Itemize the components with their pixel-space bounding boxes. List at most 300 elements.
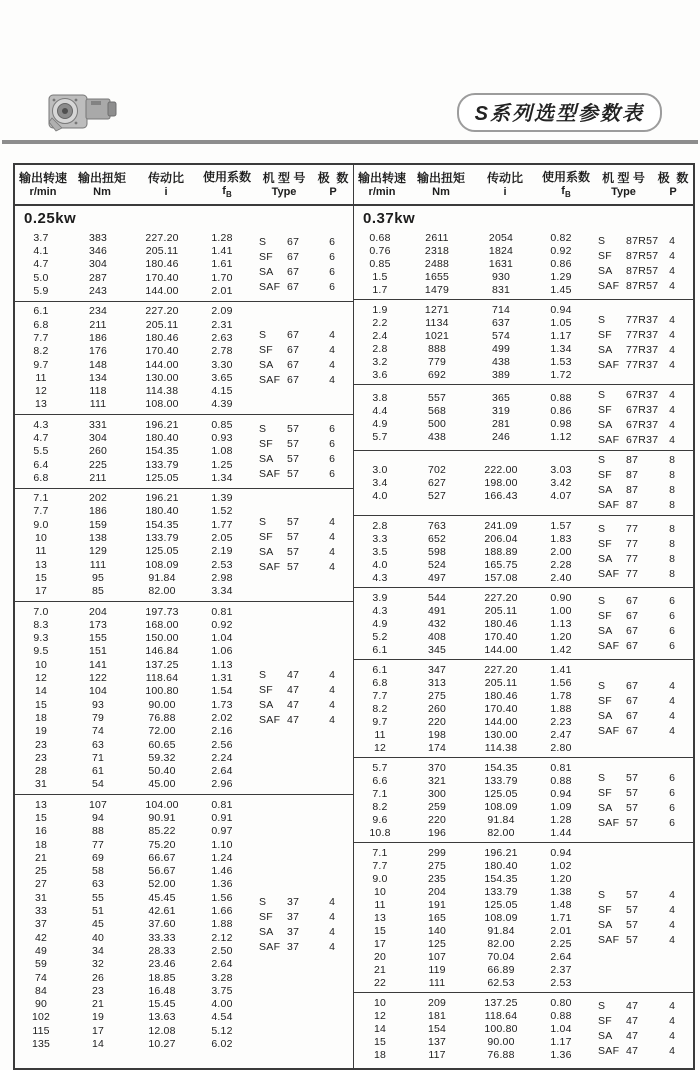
service-factor-cell: 1.88 [550,702,572,715]
model-row [598,1029,693,1043]
model-row [598,522,693,536]
model-number: 57 [626,816,639,829]
table-row [354,715,588,728]
model-row [598,418,693,432]
table-row [15,398,249,411]
ratio-cell: 499 [491,342,511,355]
ratio-cell: 91.84 [487,924,515,937]
speed-cell: 8.2 [372,800,388,813]
speed-cell: 23 [34,738,48,751]
model-number: 47 [287,669,300,682]
table-row [15,1024,249,1037]
torque-cell: 77 [91,838,105,851]
ratio-cell: 637 [491,316,511,329]
service-factor-cell: 2.96 [211,778,233,791]
poles-value: 8 [669,484,675,497]
speed-cell: 102 [31,1011,51,1024]
table-row [15,671,249,684]
ratio-cell: 2054 [488,231,514,244]
model-row [598,537,693,551]
model-row [259,329,353,343]
torque-cell: 345 [427,643,447,656]
ratio-cell: 45.45 [148,891,176,904]
model-prefix: SA [598,343,613,356]
ratio-cell: 82.00 [487,937,515,950]
table-row [354,872,588,885]
model-prefix: SAF [598,1045,620,1058]
model-prefix: SAF [598,640,620,653]
poles-value: 8 [669,568,675,581]
speed-cell: 6.6 [372,774,388,787]
service-factor-cell: 4.15 [211,385,233,398]
torque-cell: 1021 [424,329,450,342]
service-factor-cell: 2.19 [211,545,233,558]
table-row [354,846,588,859]
model-row [598,639,693,653]
table-row [354,774,588,787]
speed-cell: 33 [34,905,48,918]
service-factor-cell: 4.00 [211,998,233,1011]
table-block [354,842,693,992]
poles-value: 6 [669,625,675,638]
service-factor-cell: 3.34 [211,585,233,598]
table-row [354,404,588,417]
speed-cell: 13 [34,798,48,811]
speed-cell: 4.9 [372,617,388,630]
table-row [15,658,249,671]
model-group [249,305,353,411]
ratio-cell: 108.00 [145,398,179,411]
table-row [15,445,249,458]
table-row [15,998,249,1011]
service-factor-cell: 2.98 [211,571,233,584]
service-factor-cell: 2.16 [211,725,233,738]
service-factor-cell: 1.52 [211,505,233,518]
table-row [15,531,249,544]
speed-cell: 17 [373,937,387,950]
speed-cell: 17 [34,585,48,598]
model-row [598,358,693,372]
model-number: 87R57 [626,280,659,293]
speed-cell: 37 [34,918,48,931]
poles-value: 4 [669,403,675,416]
model-number: 87 [626,499,639,512]
ratio-cell: 91.84 [148,571,176,584]
speed-cell: 5.0 [33,271,49,284]
model-number: 67R37 [626,403,659,416]
table-row [354,604,588,617]
service-factor-cell: 2.53 [211,558,233,571]
service-factor-cell: 1.20 [550,872,572,885]
speed-cell: 13 [34,558,48,571]
torque-cell: 1271 [424,303,450,316]
table-row [15,851,249,864]
model-prefix: SAF [259,561,281,574]
model-row [598,499,693,513]
model-prefix: SAF [259,467,281,480]
table-row [354,702,588,715]
model-prefix: SF [598,786,613,799]
model-number: 67 [287,280,300,293]
ratio-cell: 50.40 [148,765,176,778]
speed-cell: 7.1 [372,846,388,859]
table-row [354,591,588,604]
service-factor-cell: 1.48 [550,898,572,911]
service-factor-cell: 1.06 [211,645,233,658]
torque-cell: 888 [427,342,447,355]
poles-value: 8 [669,523,675,536]
model-number: 67 [287,374,300,387]
service-factor-cell: 2.25 [550,937,572,950]
table-row [354,355,588,368]
ratio-cell: 180.46 [484,617,518,630]
model-row [259,925,353,939]
torque-cell: 32 [91,958,105,971]
col-header-output-speed: 输出转速 r/min [18,170,67,198]
model-prefix: SAF [598,725,620,738]
poles-value: 4 [669,1045,675,1058]
torque-cell: 173 [88,618,108,631]
torque-cell: 2611 [425,231,449,244]
speed-cell: 12 [34,672,48,685]
model-group [588,846,693,989]
table-row [354,270,588,283]
model-number: 77 [626,553,639,566]
speed-cell: 4.7 [33,431,49,444]
table-header [15,165,693,206]
table-row [15,838,249,851]
model-prefix: SAF [598,934,620,947]
service-factor-cell: 2.24 [211,751,233,764]
model-row [598,328,693,342]
service-factor-cell: 1.13 [550,617,572,630]
poles-value: 4 [669,889,675,902]
ratio-cell: 168.00 [145,618,179,631]
table-row [354,489,588,502]
service-factor-cell: 1.17 [550,329,572,342]
ratio-cell: 205.11 [145,245,179,258]
poles-value: 4 [669,358,675,371]
ratio-cell: 166.43 [484,489,518,502]
model-prefix: SF [598,403,613,416]
speed-cell: 2.2 [372,316,388,329]
data-grid [354,391,588,443]
ratio-cell: 144.00 [145,358,179,371]
speed-cell: 49 [34,944,48,957]
speed-cell: 10 [373,885,387,898]
service-factor-cell: 2.01 [211,285,233,298]
table-block [354,587,693,659]
poles-value: 4 [329,546,335,559]
speed-cell: 7.0 [33,605,49,618]
torque-cell: 165 [427,911,447,924]
power-section-037kw [354,206,693,1068]
torque-cell: 94 [91,812,105,824]
service-factor-cell: 2.12 [211,931,233,944]
model-number: 57 [287,437,300,450]
speed-cell: 12 [34,385,48,398]
ratio-cell: 130.00 [145,371,179,384]
table-row [354,257,588,270]
speed-cell: 135 [31,1038,51,1051]
page-title-badge [457,93,662,132]
service-factor-cell: 0.91 [211,812,233,824]
table-row [15,865,249,878]
table-row [15,545,249,558]
gear-motor-image [46,88,120,132]
torque-cell: 211 [89,318,107,331]
table-row [354,463,588,476]
model-number: 67 [626,610,639,623]
model-number: 67 [626,640,639,653]
torque-cell: 74 [91,725,105,738]
service-factor-cell: 3.75 [211,984,233,997]
model-prefix: S [598,523,606,536]
poles-value: 4 [669,919,675,932]
poles-value: 4 [329,531,335,544]
torque-cell: 598 [427,545,447,558]
table-row [354,630,588,643]
table-header-right [354,165,693,204]
model-row [598,388,693,402]
table-block [15,601,353,794]
model-group [588,663,693,754]
model-row [259,684,353,698]
service-factor-cell: 2.64 [550,950,572,963]
poles-value: 6 [669,595,675,608]
ratio-cell: 60.65 [148,738,176,751]
service-factor-cell: 0.86 [550,257,572,270]
model-row [259,374,353,388]
service-factor-cell: 1.31 [211,672,233,685]
model-number: 47 [626,1045,639,1058]
ratio-cell: 196.21 [145,418,179,431]
service-factor-cell: 2.64 [211,958,233,971]
model-number: 57 [287,561,300,574]
model-number: 67 [287,329,300,342]
model-row [598,552,693,566]
model-row [598,918,693,932]
data-grid [15,231,249,297]
table-row [354,368,588,381]
table-row [15,518,249,531]
table-row [15,984,249,997]
model-number: 37 [287,925,300,938]
service-factor-cell: 1.24 [211,851,233,864]
service-factor-cell: 0.90 [550,591,572,604]
torque-cell: 104 [88,685,108,698]
torque-cell: 202 [88,492,108,505]
speed-cell: 4.1 [33,245,49,258]
service-factor-cell: 1.83 [550,532,572,545]
table-row [15,751,249,764]
service-factor-cell: 1.34 [550,342,572,355]
service-factor-cell: 1.57 [550,519,572,532]
speed-cell: 18 [34,711,48,724]
table-row [354,545,588,558]
table-row [15,505,249,518]
model-prefix: SA [598,418,613,431]
poles-value: 4 [329,359,335,372]
speed-cell: 4.9 [372,417,388,430]
service-factor-cell: 3.42 [550,476,572,489]
ratio-cell: 70.04 [487,950,515,963]
ratio-cell: 170.40 [484,630,518,643]
service-factor-cell: 1.45 [550,283,572,296]
table-row [354,519,588,532]
service-factor-cell: 1.56 [211,891,233,904]
torque-cell: 181 [427,1009,447,1022]
torque-cell: 2318 [424,244,450,257]
ratio-cell: 133.79 [145,532,179,545]
poles-value: 4 [669,235,675,248]
model-row [598,679,693,693]
poles-value: 4 [329,699,335,712]
torque-cell: 26 [91,971,105,984]
table-row [354,937,588,950]
ratio-cell: 180.46 [145,331,179,344]
service-factor-cell: 1.53 [550,355,572,368]
model-prefix: SAF [259,940,281,953]
ratio-cell: 91.84 [487,813,515,826]
table-row [354,244,588,257]
table-row [354,663,588,676]
poles-value: 4 [669,250,675,263]
model-number: 57 [626,889,639,902]
table-row [15,1011,249,1024]
table-row [15,698,249,711]
torque-cell: 211 [89,471,107,484]
table-row [354,342,588,355]
model-row [598,234,693,248]
torque-cell: 54 [91,778,105,791]
model-number: 67 [626,725,639,738]
table-row [354,1048,588,1061]
ratio-cell: 198.00 [484,476,518,489]
speed-cell: 0.76 [369,244,391,257]
model-number: 77 [626,523,639,536]
model-prefix: SAF [598,280,620,293]
speed-cell: 8.2 [33,345,49,358]
table-row [15,345,249,358]
table-row [15,958,249,971]
ratio-cell: 150.00 [145,632,179,645]
service-factor-cell: 2.31 [211,318,233,331]
model-row [259,359,353,373]
service-factor-cell: 0.97 [211,825,233,838]
model-row [259,265,353,279]
data-grid [354,761,588,839]
torque-cell: 220 [427,813,447,826]
model-number: 67 [287,250,300,263]
ratio-cell: 281 [491,417,511,430]
model-prefix: S [598,454,606,467]
model-number: 67 [626,625,639,638]
poles-value: 8 [669,469,675,482]
ratio-cell: 59.32 [148,751,176,764]
table-row [15,685,249,698]
model-row [598,594,693,608]
model-prefix: SF [259,250,274,263]
ratio-cell: 319 [491,404,511,417]
table-block [15,301,353,414]
model-row [598,888,693,902]
ratio-cell: 100.80 [145,685,179,698]
model-number: 57 [626,786,639,799]
poles-value: 8 [669,499,675,512]
service-factor-cell: 1.73 [211,698,233,711]
torque-cell: 117 [428,1048,446,1061]
model-prefix: SF [598,610,613,623]
blocks-right [354,228,693,1064]
ratio-cell: 72.00 [148,725,176,738]
torque-cell: 63 [91,738,105,751]
torque-cell: 198 [427,728,447,741]
torque-cell: 191 [427,898,447,911]
table-row [354,689,588,702]
model-group [249,798,353,1051]
table-block [354,384,693,450]
table-row [354,728,588,741]
table-header-left [15,165,354,204]
col-header-poles: 极 数 P [657,170,689,198]
service-factor-cell: 2.00 [550,545,572,558]
speed-cell: 9.3 [33,632,49,645]
table-row [15,371,249,384]
torque-cell: 159 [88,518,108,531]
ratio-cell: 133.79 [484,774,518,787]
service-factor-cell: 1.00 [550,604,572,617]
poles-value: 6 [329,265,335,278]
torque-cell: 527 [427,489,447,502]
torque-cell: 1655 [424,270,450,283]
model-prefix: SF [259,437,274,450]
service-factor-cell: 1.25 [211,458,233,471]
table-row [354,950,588,963]
torque-cell: 141 [88,658,108,671]
poles-value: 6 [329,235,335,248]
model-number: 67 [287,359,300,372]
table-row [15,891,249,904]
ratio-cell: 205.11 [484,676,518,689]
speed-cell: 7.1 [33,492,49,505]
speed-cell: 6.1 [372,663,388,676]
ratio-cell: 18.85 [148,971,176,984]
service-factor-cell: 2.23 [550,715,572,728]
torque-cell: 23 [91,984,105,997]
table-row [354,391,588,404]
model-row [598,484,693,498]
speed-cell: 15 [373,1035,387,1048]
service-factor-cell: 1.39 [211,492,233,505]
speed-cell: 59 [34,958,48,971]
service-factor-cell: 2.50 [211,944,233,957]
poles-value: 4 [329,561,335,574]
model-number: 67 [626,680,639,693]
model-prefix: SA [598,265,613,278]
model-number: 77R37 [626,313,659,326]
ratio-cell: 76.88 [487,1048,515,1061]
model-prefix: SA [259,699,274,712]
service-factor-cell: 2.28 [550,558,572,571]
speed-cell: 9.0 [372,872,388,885]
ratio-cell: 10.27 [148,1038,176,1051]
speed-cell: 6.8 [372,676,388,689]
table-block [15,414,353,487]
data-grid [354,591,588,656]
speed-cell: 31 [34,891,48,904]
table-row [354,924,588,937]
